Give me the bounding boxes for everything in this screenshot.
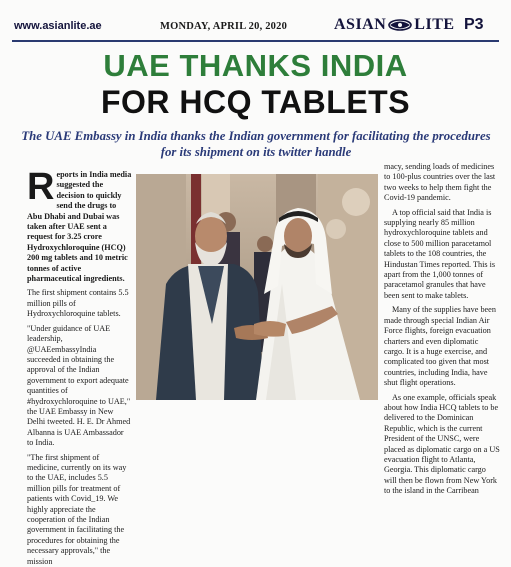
logo-emblem-icon	[388, 19, 412, 31]
drop-cap: R	[27, 166, 55, 208]
website-url: www.asianlite.ae	[14, 20, 102, 32]
header-rule	[12, 40, 499, 42]
article-column-right	[384, 162, 500, 496]
lead-paragraph: eports in India media suggested the decision to quickly send the drugs to Abu Dhabi and Dubai was taken after UAE sent a request for 3.25 crore Hydroxychloroquine (HCQ) 200 mg tablets and 10 metric tonnes of active pharmaceutical ingredients.	[27, 170, 132, 284]
logo-text-right: LITE	[414, 16, 455, 33]
body-paragraph: A top official said that India is supplying nearly 85 million hydroxychloroquine tablets and close to 500 million paracetamol tablets to the 108 countries, the Hindustan Times reported. This is apart from the 1,000 tonnes of paracetamol granules that have been sent to make tablets.	[384, 207, 496, 300]
body-paragraph: "Under guidance of UAE leadership, @UAEembassyIndia succeeded in obtaining the approval of the Indian government to export adequate quantities of #hydroxychloroquine to UAE," the UAE Embassy in New Delhi tweeted. H. E. Dr Ahmed Albanna is UAE Ambassador to India.	[27, 323, 131, 448]
masthead	[0, 0, 511, 44]
page-number: P3	[464, 16, 484, 33]
headline-line-2: FOR HCQ TABLETS	[100, 84, 411, 120]
publication-logo	[334, 16, 455, 34]
handshake-photo	[136, 174, 378, 400]
logo-text-left: ASIAN	[334, 16, 387, 33]
issue-date: MONDAY, APRIL 20, 2020	[160, 21, 288, 32]
article-column-left	[27, 166, 132, 566]
deck-subheadline: The UAE Embassy in India thanks the Indian government for facilitating the procedures for its shipment on its twitter handle	[21, 129, 491, 159]
body-paragraph: Many of the supplies have been made through special Indian Air Force flights, foreign evacuation charters and even diplomatic cargo. It is a huge exercise, and complicated too given that most countries, including India, have shut flight operations.	[384, 305, 496, 388]
body-paragraph: macy, sending loads of medicines to 100-plus countries over the last two weeks to help them fight the Covid-19 pandemic.	[384, 162, 496, 203]
body-paragraph: "The first shipment of medicine, currently on its way to the UAE, includes 5.5 million pills for treatment of patients with Covid_19. We highly appreciate the cooperation of the Indian government in facilitating the procedures for obtaining the necessary approvals," the mission	[27, 452, 127, 566]
body-paragraph: The first shipment contains 5.5 million pills of Hydroxychloroquine tablets.	[27, 288, 129, 319]
body-paragraph: As one example, officials speak about how India HCQ tablets to be delivered to the Dominican Republic, which is the current President of the UNSC, were placed as diplomatic cargo on a US evacuation flight to Atlanta, Georgia. This diplomatic cargo will then be flown from New York to the island in the Carribean	[384, 392, 500, 496]
news-photo	[136, 174, 378, 400]
headline-line-1: UAE THANKS INDIA	[103, 48, 408, 83]
